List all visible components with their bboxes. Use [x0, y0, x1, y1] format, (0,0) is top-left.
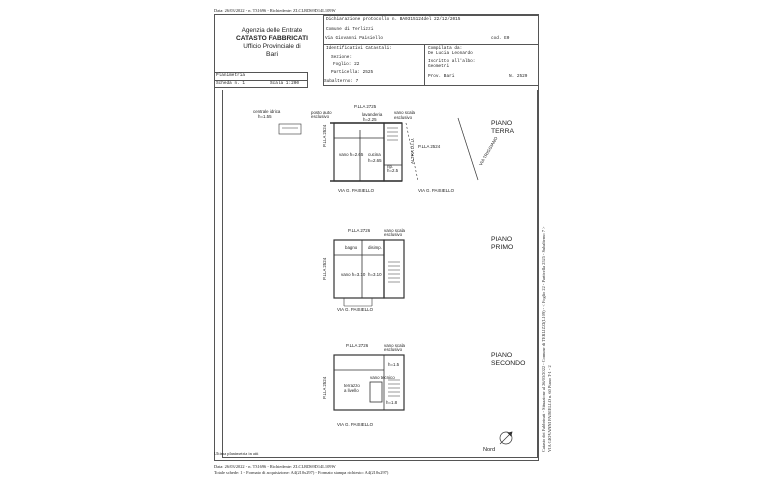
sf-vano-scala: vano scala: [384, 343, 405, 348]
ff-bagno: bagno: [345, 245, 358, 250]
cod-label: cod. E0: [491, 36, 510, 41]
gf-label-1: PIANO: [491, 120, 513, 127]
sf-north-parcel: P.LLA 2726: [346, 343, 369, 348]
vano-tecnico-box: [370, 382, 382, 402]
sf-street: VIA G. PAISIELLO: [337, 422, 374, 427]
scala-label: Scala 1:200: [270, 81, 299, 86]
agency-office: Ufficio Provinciale di: [243, 43, 301, 50]
scheda-label: Scheda n. 1: [216, 81, 245, 86]
ff-room2: h=3.10: [368, 272, 382, 277]
sf-vano-tecnico: vano tecnico: [370, 375, 395, 380]
ff-disimp: disimp.: [368, 245, 382, 250]
gf-escluso: esclusivo: [394, 115, 413, 120]
agency-catasto: CATASTO FABBRICATI: [235, 35, 309, 42]
ff-room1: vano h=3.10: [341, 272, 366, 277]
sf-label-2: SECONDO: [491, 359, 526, 367]
centrale-h: h=1.55: [258, 114, 272, 119]
sezione-label: Sezione:: [331, 55, 353, 60]
gf-street-right: VIA G. PAISIELLO: [418, 188, 455, 193]
sf-floor-label: [491, 352, 525, 367]
gf-vano-scala: vano scala: [394, 110, 415, 115]
compilata-title: Compilata da:: [428, 46, 463, 51]
lavanderia-label: lavanderia: [362, 112, 383, 117]
posto-esclusivo: esclusivo: [311, 114, 330, 119]
protocol-line: Dichiarazione protocollo n. BA0315124del 22/12/2015: [326, 17, 461, 22]
subalterno-label: Subalterno: 7: [324, 79, 359, 84]
gf-east-parcel: P.LLA 2524: [418, 144, 441, 149]
sf-terrazzo-2: a livello: [344, 388, 359, 393]
agency-city: Bari: [265, 51, 279, 58]
side-text: Catasto dei Fabbricati - Situazione al 26/03/2022 - Comune di TERLIZZI(L109) - < Foglio 22 - Particella 2525 - Subalterno 7 >: [541, 226, 546, 452]
sf-terrazzo: terrazzo: [344, 383, 360, 388]
albo-label: Geometri: [428, 64, 450, 69]
sf-h2: h=1.8: [386, 400, 398, 405]
iscritto-label: Iscritto all'albo:: [428, 59, 476, 64]
ff-label-1: PIANO: [491, 236, 513, 243]
side-text-2: VIA GIOVANNI PAISIELLO n. 60 Piano T-1 - 2: [547, 365, 552, 452]
ff-label-2: PRIMO: [491, 243, 514, 251]
gf-altra-uiu: ALTRA U.I.U.: [410, 137, 415, 164]
ff-vano-scala: vano scala: [384, 228, 405, 233]
header-request-line: Data: 26/03/2022 - n. T31696 - Richiedente: ZLCLRD69D14L109W: [214, 8, 336, 13]
via-label: Via Giovanni Paisiello: [325, 36, 383, 41]
sf-h1: h=1.5: [388, 362, 400, 367]
gf-label-2: TERRA: [491, 127, 515, 135]
gf-cucina-h: h=2.65: [368, 158, 382, 163]
north-arrow: [500, 432, 512, 444]
nord-label: Nord: [483, 447, 496, 453]
footer-formato: Totale schede: 1 - Formato di acquisizione: A4(210x297) - Formato stampa richiesto: A4(210x297): [214, 470, 389, 475]
gf-cucina: cucina: [368, 152, 381, 157]
lavanderia-h: h=2.25: [363, 117, 377, 122]
first-stair-block: [384, 240, 404, 298]
gf-street-left: VIA G. PAISIELLO: [338, 188, 375, 193]
ff-north-parcel: P.LLA 2726: [348, 228, 371, 233]
gf-west-parcel: P.LLA 2524: [322, 124, 327, 147]
prov-label: Prov. Bari: [428, 74, 455, 79]
gf-side-street: VIA TRIGGIANO: [478, 135, 499, 167]
sf-label-1: PIANO: [491, 352, 513, 359]
gf-rip: rip.: [387, 164, 394, 169]
gf-floor-label: [491, 120, 514, 135]
gf-north-parcel: P.LLA 2725: [354, 104, 377, 109]
gf-rip-h: h=2.5: [387, 168, 399, 173]
albo-number: N. 2529: [509, 74, 528, 79]
ff-floor-label: [491, 236, 513, 251]
particella-label: Particella: 2525: [331, 70, 374, 75]
footer-request-line: Data: 26/03/2022 - n. T31696 - Richiedente: ZLCLRD69D14L109W: [214, 464, 336, 469]
sf-west-parcel: P.LLA 2524: [322, 376, 327, 399]
agency-name: Agenzia delle Entrate: [241, 27, 303, 34]
planimetria-label: Planimetria: [216, 73, 245, 78]
posto-auto-label: posto auto: [311, 110, 332, 115]
gf-room1: vano h=2.65: [339, 152, 364, 157]
centrale-label: centrale idrica: [253, 109, 281, 114]
ground-floor-plan: [279, 118, 478, 181]
centrale-idrica-room: [279, 124, 301, 134]
ff-street: VIA G. PAISIELLO: [337, 307, 374, 312]
comune-label: Comune di Terlizzi: [326, 27, 374, 32]
compilata-name: De Lucia Leonardo: [428, 51, 473, 56]
identificativi-title: Identificativi Catastali:: [326, 46, 392, 51]
ultima-planimetria: Ultima planimetria in atti: [214, 451, 259, 456]
ff-escluso: esclusivo: [384, 232, 403, 237]
sf-escluso: esclusivo: [384, 347, 403, 352]
foglio-label: Foglio: 22: [333, 62, 360, 67]
ff-west-parcel: P.LLA 2524: [322, 257, 327, 280]
